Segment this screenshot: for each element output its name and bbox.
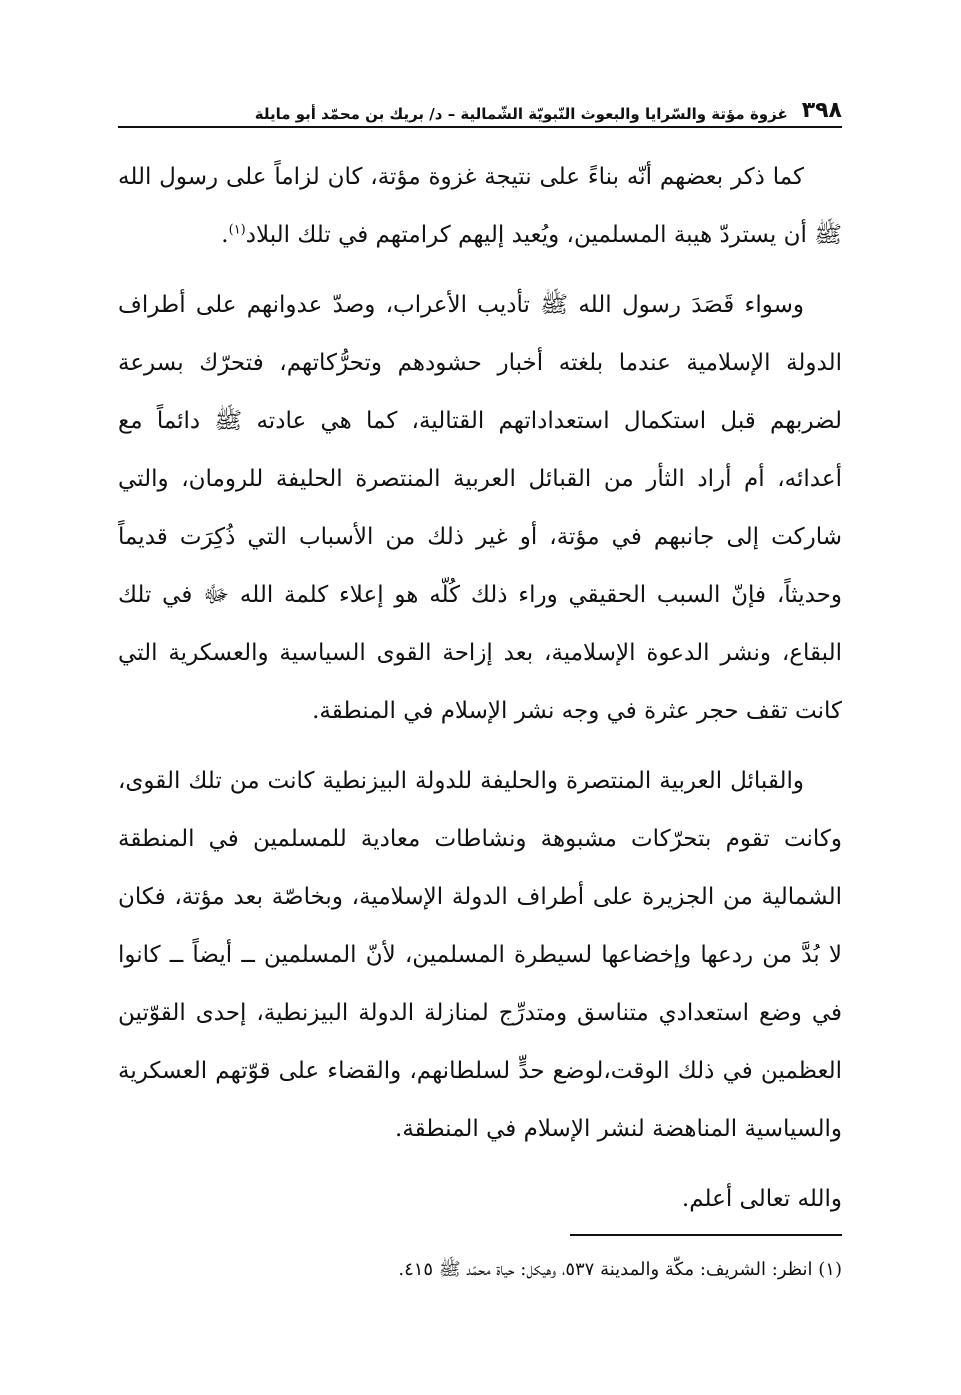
page-header — [118, 90, 842, 128]
closing-line: والله تعالى أعلم. — [681, 1186, 842, 1212]
paragraph-end-mark: . — [221, 222, 229, 248]
footnote: (١) انظر: الشريف: مكّة والمدينة ٥٣٧، وهيكل: حياة محمّد ﷺ ٤١٥. — [398, 1259, 842, 1280]
running-title: غزوة مؤتة والسّرايا والبعوث النّبويّة الشّمالية – د/ بريك بن محمّد أبو مايلة — [254, 105, 788, 123]
paragraph: والقبائل العربية المنتصرة والحليفة للدولة البيزنطية كانت من تلك القوى، وكانت تقوم بتحرّكات مشبوهة ونشاطات معادية للمسلمين في المنطقة الشمالية من الجزيرة على أطراف الدولة الإسلامية، وبخاصّة بعد مؤتة، فكان لا بُدَّ من ردعها وإخضاعها لسيطرة المسلمين، لأنّ المسلمين ــ أيضاً ــ كانوا في وضع استعدادي متناسق ومتدرِّج لمنازلة الدولة البيزنطية، إحدى القوّتين العظمين في ذلك الوقت،لوضع حدٍّ لسلطانهم، والقضاء على قوّتهم العسكرية والسياسية المناهضة لنشر الإسلام في المنطقة. — [118, 768, 842, 1142]
paragraph-text: كما ذكر بعضهم أنّه بناءً على نتيجة غزوة مؤتة، كان لزاماً على رسول الله ﷺ أن يستردّ هيبة المسلمين، ويُعيد إليهم كرامتهم في تلك البلاد — [118, 164, 842, 248]
footnote-separator — [570, 1234, 842, 1236]
paragraph: وسواء قَصَدَ رسول الله ﷺ تأديب الأعراب، وصدّ عدوانهم على أطراف الدولة الإسلامية عندما بلغته أخبار حشودهم وتحرُّكاتهم، فتحرّك بسرعة لضربهم قبل استكمال استعداداتهم القتالية، كما هي عادته ﷺ دائماً مع أعدائه، أم أراد الثأر من القبائل العربية المنتصرة الحليفة للرومان، والتي شاركت إلى جانبهم في مؤتة، أو غير ذلك من الأسباب التي ذُكِرَت قديماً وحديثاً، فإنّ السبب الحقيقي وراء ذلك كُلّه هو إعلاء كلمة الله ﷻ في تلك البقاع، ونشر الدعوة الإسلامية، بعد إزاحة القوى السياسية والعسكرية التي كانت تقف حجر عثرة في وجه نشر الإسلام في المنطقة. — [118, 292, 842, 724]
page-number: ٣٩٨ — [801, 98, 842, 123]
footnote-reference[interactable]: (١) — [228, 222, 246, 238]
paragraph — [118, 148, 842, 264]
book-page — [118, 90, 842, 1380]
body-text — [118, 148, 842, 1228]
